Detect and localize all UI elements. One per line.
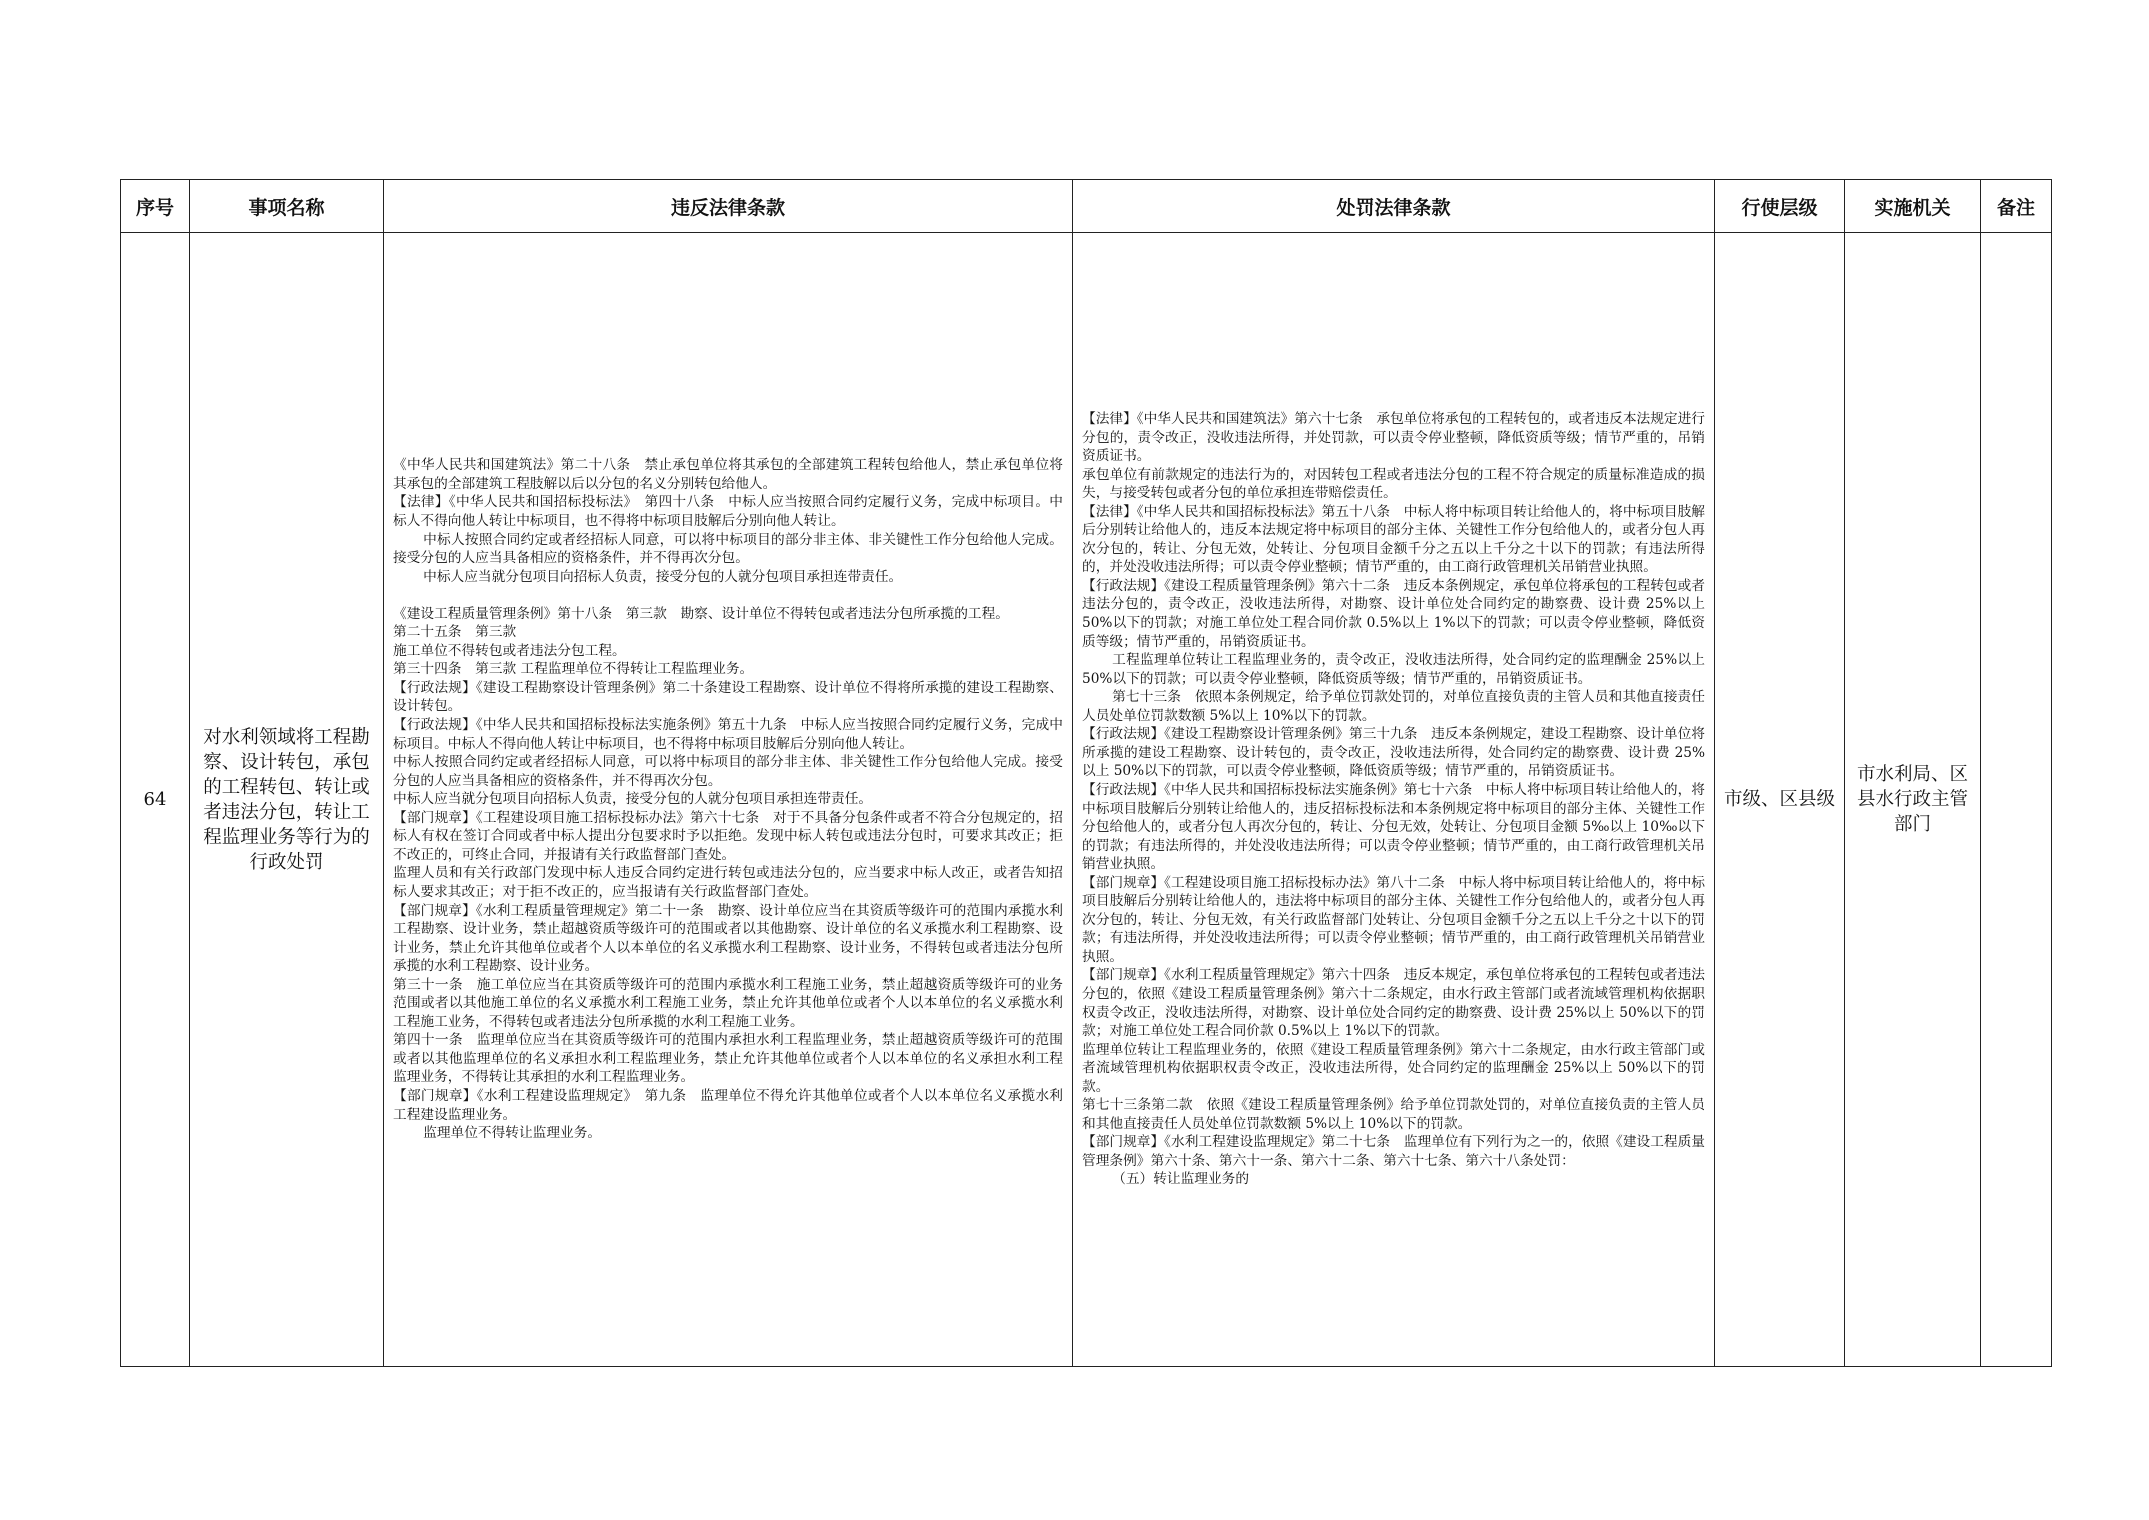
cell-implementing-agency: 市水利局、区县水行政主管部门: [1845, 233, 1981, 1367]
violation-line: 中标人应当就分包项目向招标人负责，接受分包的人就分包项目承担连带责任。: [423, 568, 903, 585]
penalty-line: 承包单位有前款规定的违法行为的，对因转包工程或者违法分包的工程不符合规定的质量标准造成的损失，与接受转包或者分包的单位承担连带赔偿责任。: [1082, 466, 1705, 502]
penalty-line: 【行政法规】《建设工程质量管理条例》第六十二条 违反本条例规定，承包单位将承包的工程转包或者违法分包的，责令改正，没收违法所得，对勘察、设计单位处合同约定的勘察费、设计费 25%以上 50%以下的罚款；对施工单位处工程合同价款 0.5%以上 1%以下的罚款；可以责令停业整顿，降低资质等级；情节严重的，吊销资质证书。: [1082, 577, 1705, 650]
penalty-line: 【法律】《中华人民共和国招标投标法》第五十八条 中标人将中标项目转让给他人的，将中标项目肢解后分别转让给他人的，违反本法规定将中标项目的部分主体、关键性工作分包给他人的，或者分包人再次分包的，转让、分包无效，处转让、分包项目金额千分之五以上千分之十以下的罚款；有违法所得的，并处没收违法所得；可以责令停业整顿；情节严重的，由工商行政管理机关吊销营业执照。: [1082, 503, 1705, 576]
cell-exercise-level: 市级、区县级: [1715, 233, 1845, 1367]
header-exercise-level: 行使层级: [1715, 180, 1845, 233]
violation-line: 监理人员和有关行政部门发现中标人违反合同约定进行转包或违法分包的，应当要求中标人改正，或者告知招标人要求其改正；对于拒不改正的，应当报请有关行政监督部门查处。: [393, 865, 1063, 900]
violation-line: 监理单位不得转让监理业务。: [423, 1125, 602, 1142]
cell-item-name: 对水利领域将工程勘察、设计转包，承包的工程转包、转让或者违法分包，转让工程监理业务等行为的行政处罚: [190, 233, 384, 1367]
header-implementing-agency: 实施机关: [1845, 180, 1981, 233]
penalty-line: 【部门规章】《水利工程建设监理规定》第二十七条 监理单位有下列行为之一的，依照《建设工程质量管理条例》第六十条、第六十一条、第六十二条、第六十七条、第六十八条处罚：: [1082, 1134, 1705, 1169]
cell-violation-clauses: [384, 233, 1073, 1367]
enforcement-table: [120, 179, 2052, 1367]
penalty-line: 监理单位转让工程监理业务的，依照《建设工程质量管理条例》第六十二条规定，由水行政主管部门或者流域管理机构依据职权责令改正，没收违法所得，处合同约定的监理酬金 25%以上 50%以下的罚款。: [1082, 1041, 1705, 1095]
cell-serial: 64: [121, 233, 190, 1367]
violation-line: 施工单位不得转包或者违法分包工程。: [393, 642, 626, 659]
penalty-line: 【行政法规】《中华人民共和国招标投标法实施条例》第七十六条 中标人将中标项目转让给他人的，将中标项目肢解后分别转让给他人的，违反招标投标法和本条例规定将中标项目的部分主体、关键性工作分包给他人的，或者分包人再次分包的，转让、分包无效，处转让、分包项目金额 5‰以上 10‰以下的罚款；有违法所得的，并处没收违法所得；可以责令停业整顿；情节严重的，由工商行政管理机关吊销营业执照。: [1082, 781, 1705, 873]
violation-line: 【行政法规】《建设工程勘察设计管理条例》第二十条建设工程勘察、设计单位不得将所承揽的建设工程勘察、设计转包。: [393, 679, 1063, 715]
header-item-name: 事项名称: [190, 180, 384, 233]
header-remark: 备注: [1981, 180, 2052, 233]
penalty-line: 【法律】《中华人民共和国建筑法》第六十七条 承包单位将承包的工程转包的，或者违反本法规定进行分包的，责令改正，没收违法所得，并处罚款，可以责令停业整顿，降低资质等级；情节严重的，吊销资质证书。: [1082, 411, 1705, 465]
violation-line: 【部门规章】《水利工程质量管理规定》第二十一条 勘察、设计单位应当在其资质等级许可的范围内承揽水利工程勘察、设计业务，禁止超越资质等级许可的范围或者以其他勘察、设计单位的名义承揽水利工程勘察、设计业务，禁止允许其他单位或者个人以本单位的名义承揽水利工程勘察、设计业务，不得转包或者违法分包所承揽的水利工程勘察、设计业务。: [393, 902, 1063, 975]
penalty-line: 第七十三条第二款 依照《建设工程质量管理条例》给予单位罚款处罚的，对单位直接负责的主管人员和其他直接责任人员处单位罚款数额 5%以上 10%以下的罚款。: [1082, 1097, 1705, 1132]
header-penalty-clauses: 处罚法律条款: [1073, 180, 1715, 233]
penalty-line: 工程监理单位转让工程监理业务的，责令改正，没收违法所得，处合同约定的监理酬金 25%以上 50%以下的罚款；可以责令停业整顿，降低资质等级；情节严重的，吊销资质证书。: [1082, 652, 1705, 687]
violation-line: [393, 586, 1063, 605]
violation-line: 第二十五条 第三款: [393, 624, 517, 641]
header-row: [121, 180, 2052, 233]
penalty-line: 【行政法规】《建设工程勘察设计管理条例》第三十九条 违反本条例规定，建设工程勘察、设计单位将所承揽的建设工程勘察、设计转包的，责令改正，没收违法所得，处合同约定的勘察费、设计费 25%以上 50%以下的罚款，可以责令停业整顿，降低资质等级；情节严重的，吊销资质证书。: [1082, 726, 1705, 780]
cell-penalty-clauses: [1073, 233, 1715, 1367]
header-violation-clauses: 违反法律条款: [384, 180, 1073, 233]
violation-line: 第三十四条 第三款 工程监理单位不得转让工程监理业务。: [393, 661, 754, 678]
penalty-line: （五）转让监理业务的: [1112, 1171, 1250, 1188]
violation-line: 第三十一条 施工单位应当在其资质等级许可的范围内承揽水利工程施工业务，禁止超越资质等级许可的业务范围或者以其他施工单位的名义承揽水利工程施工业务，禁止允许其他单位或者个人以本单位的名义承揽水利工程施工业务，不得转包或者违法分包所承揽的水利工程施工业务。: [393, 976, 1063, 1030]
header-serial: 序号: [121, 180, 190, 233]
violation-line: 第四十一条 监理单位应当在其资质等级许可的范围内承担水利工程监理业务，禁止超越资质等级许可的范围或者以其他监理单位的名义承担水利工程监理业务，禁止允许其他单位或者个人以本单位的名义承担水利工程监理业务，不得转让其承担的水利工程监理业务。: [393, 1032, 1063, 1086]
violation-line: 《建设工程质量管理条例》第十八条 第三款 勘察、设计单位不得转包或者违法分包所承揽的工程。: [393, 605, 1009, 622]
violation-line: 中标人应当就分包项目向招标人负责，接受分包的人就分包项目承担连带责任。: [393, 791, 873, 808]
penalty-line: 第七十三条 依照本条例规定，给予单位罚款处罚的，对单位直接负责的主管人员和其他直接责任人员处单位罚款数额 5%以上 10%以下的罚款。: [1082, 689, 1705, 724]
violation-line: 【部门规章】《工程建设项目施工招标投标办法》第六十七条 对于不具备分包条件或者不符合分包规定的，招标人有权在签订合同或者中标人提出分包要求时予以拒绝。发现中标人转包或违法分包时，可要求其改正；拒不改正的，可终止合同，并报请有关行政监督部门查处。: [393, 809, 1063, 863]
violation-line: 【法律】《中华人民共和国招标投标法》 第四十八条 中标人应当按照合同约定履行义务，完成中标项目。中标人不得向他人转让中标项目，也不得将中标项目肢解后分别向他人转让。: [393, 494, 1063, 530]
violation-line: 中标人按照合同约定或者经招标人同意，可以将中标项目的部分非主体、非关键性工作分包给他人完成。接受分包的人应当具备相应的资格条件，并不得再次分包。: [393, 531, 1063, 567]
penalty-line: 【部门规章】《工程建设项目施工招标投标办法》第八十二条 中标人将中标项目转让给他人的，将中标项目肢解后分别转让给他人的，违法将中标项目的部分主体、关键性工作分包给他人的，或者分包人再次分包的，转让、分包无效，有关行政监督部门处转让、分包项目金额千分之五以上千分之十以下的罚款；有违法所得，并处没收违法所得；可以责令停业整顿；情节严重的，由工商行政管理机关吊销营业执照。: [1082, 874, 1705, 965]
violation-line: 【行政法规】《中华人民共和国招标投标法实施条例》第五十九条 中标人应当按照合同约定履行义务，完成中标项目。中标人不得向他人转让中标项目，也不得将中标项目肢解后分别向他人转让。: [393, 717, 1063, 752]
violation-line: 中标人按照合同约定或者经招标人同意，可以将中标项目的部分非主体、非关键性工作分包给他人完成。接受分包的人应当具备相应的资格条件，并不得再次分包。: [393, 754, 1063, 789]
violation-line: 《中华人民共和国建筑法》第二十八条 禁止承包单位将其承包的全部建筑工程转包给他人，禁止承包单位将其承包的全部建筑工程肢解以后以分包的名义分别转包给他人。: [393, 457, 1063, 492]
violation-line: 【部门规章】《水利工程建设监理规定》 第九条 监理单位不得允许其他单位或者个人以本单位名义承揽水利工程建设监理业务。: [393, 1087, 1063, 1123]
penalty-line: 【部门规章】《水利工程质量管理规定》第六十四条 违反本规定，承包单位将承包的工程转包或者违法分包的，依照《建设工程质量管理条例》第六十二条规定，由水行政主管部门或者流域管理机构依据职权责令改正，没收违法所得，对勘察、设计单位处合同约定的勘察费、设计费 25%以上 50%以下的罚款；对施工单位处工程合同价款 0.5%以上 1%以下的罚款。: [1082, 967, 1705, 1040]
table-row: [121, 233, 2052, 1367]
cell-remark: [1981, 233, 2052, 1367]
